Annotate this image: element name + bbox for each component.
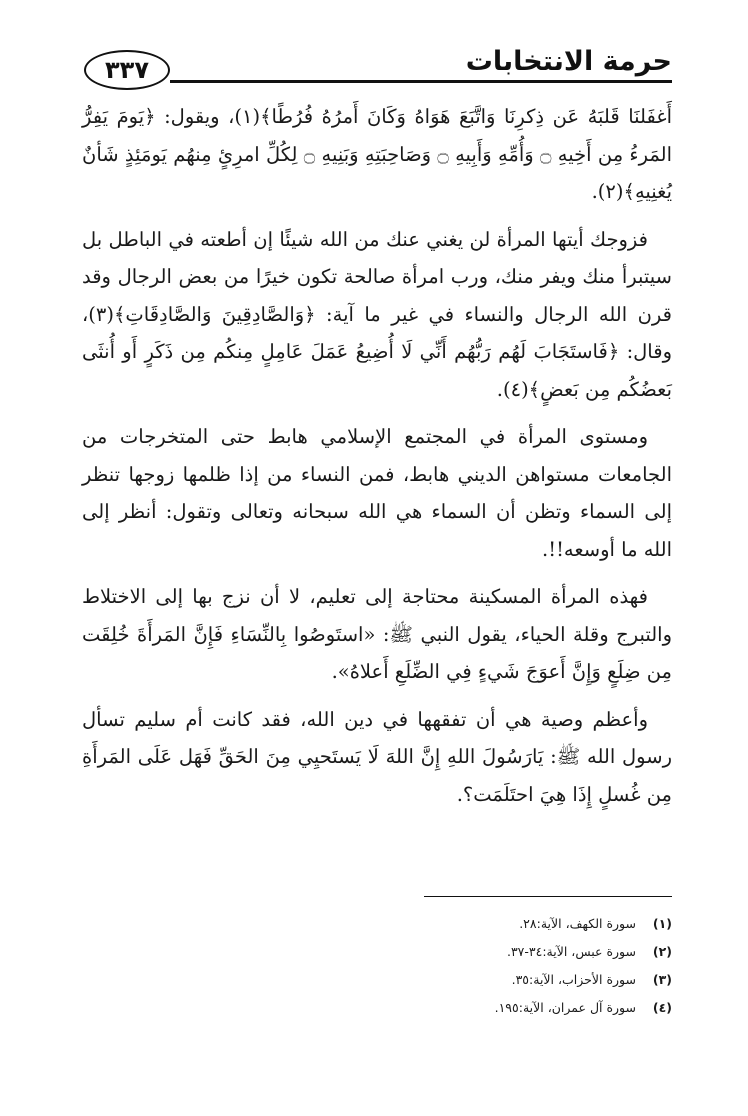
footnote-text: سورة الكهف، الآية:٢٨. [519, 916, 636, 931]
paragraph-education: فهذه المرأة المسكينة محتاجة إلى تعليم، لا أن نزج بها إلى الاختلاط والتبرج وقلة الحياء، يقول النبي ﷺ: «استَوصُوا بِالنِّسَاءِ فَإِنَّ المَرأَةَ خُلِقَت مِن ضِلَعٍ وَإِنَّ أَعوَجَ شَيءٍ فِي الضِّلَعِ أَعلاهُ». [82, 585, 672, 683]
header-rule [170, 80, 672, 83]
footnote-number: (٢) [652, 944, 672, 959]
running-title: حرمة الانتخابات [465, 46, 672, 77]
footnote-item [312, 966, 672, 994]
paragraph-quran-continuation: أَغفَلنَا قَلبَهُ عَن ذِكرِنَا وَاتَّبَعَ هَوَاهُ وَكَانَ أَمرُهُ فُرُطًا﴾(١)، ويقول: ﴿يَومَ يَفِرُّ المَرءُ مِن أَخِيهِ ۝ وَأُمِّهِ وَأَبِيهِ ۝ وَصَاحِبَتِهِ وَبَنِيهِ ۝ لِكُلِّ امرِئٍ مِنهُم يَومَئِذٍ شَأنٌ يُغنِيهِ﴾(٢). [82, 105, 672, 203]
footnote-item [312, 994, 672, 1022]
paragraph-women-level: ومستوى المرأة في المجتمع الإسلامي هابط حتى المتخرجات من الجامعات مستواهن الديني هابط، فمن النساء من إذا ظلمها زوجها تنظر إلى السماء وتظن أن السماء هي الله سبحانه وتعالى وتقول: أنظر إلى الله ما أوسعه!!. [82, 425, 672, 561]
page-header [82, 40, 672, 96]
paragraph-husband: فزوجك أيتها المرأة لن يغني عنك من الله شيئًا إن أطعته في الباطل بل سيتبرأ منك ويفر منك، ورب امرأة صالحة تكون خيرًا من بعض الرجال وقد قرن الله الرجال والنساء في غير ما آية: ﴿وَالصَّادِقِينَ وَالصَّادِقَاتِ﴾(٣)، وقال: ﴿فَاستَجَابَ لَهُم رَبُّهُم أَنِّي لَا أُضِيعُ عَمَلَ عَامِلٍ مِنكُم مِن ذَكَرٍ أَو أُنثَى بَعضُكُم مِن بَعضٍ﴾(٤). [82, 227, 672, 401]
footnote-separator [424, 896, 672, 897]
footnote-item [312, 938, 672, 966]
footnote-text: سورة الأحزاب، الآية:٣٥. [511, 972, 636, 987]
paragraph-advice: وأعظم وصية هي أن تفقهها في دين الله، فقد كانت أم سليم تسأل رسول الله ﷺ: يَارَسُولَ اللهِ إِنَّ اللهَ لَا يَستَحيِي مِنَ الحَقِّ فَهَل عَلَى المَرأَةِ مِن غُسلٍ إِذَا هِيَ احتَلَمَت؟. [82, 707, 672, 806]
footnote-number: (٤) [652, 1000, 672, 1015]
footnote-item [312, 910, 672, 938]
footnotes [312, 910, 672, 1022]
footnote-number: (٣) [652, 972, 672, 987]
page-number-badge: ٣٣٧ [84, 50, 170, 90]
footnote-number: (١) [652, 916, 672, 931]
book-page [82, 40, 672, 1080]
footnote-text: سورة عبس، الآية:٣٤-٣٧. [506, 944, 636, 959]
footnote-text: سورة آل عمران، الآية:١٩٥. [494, 1000, 636, 1015]
page-body [82, 98, 672, 813]
